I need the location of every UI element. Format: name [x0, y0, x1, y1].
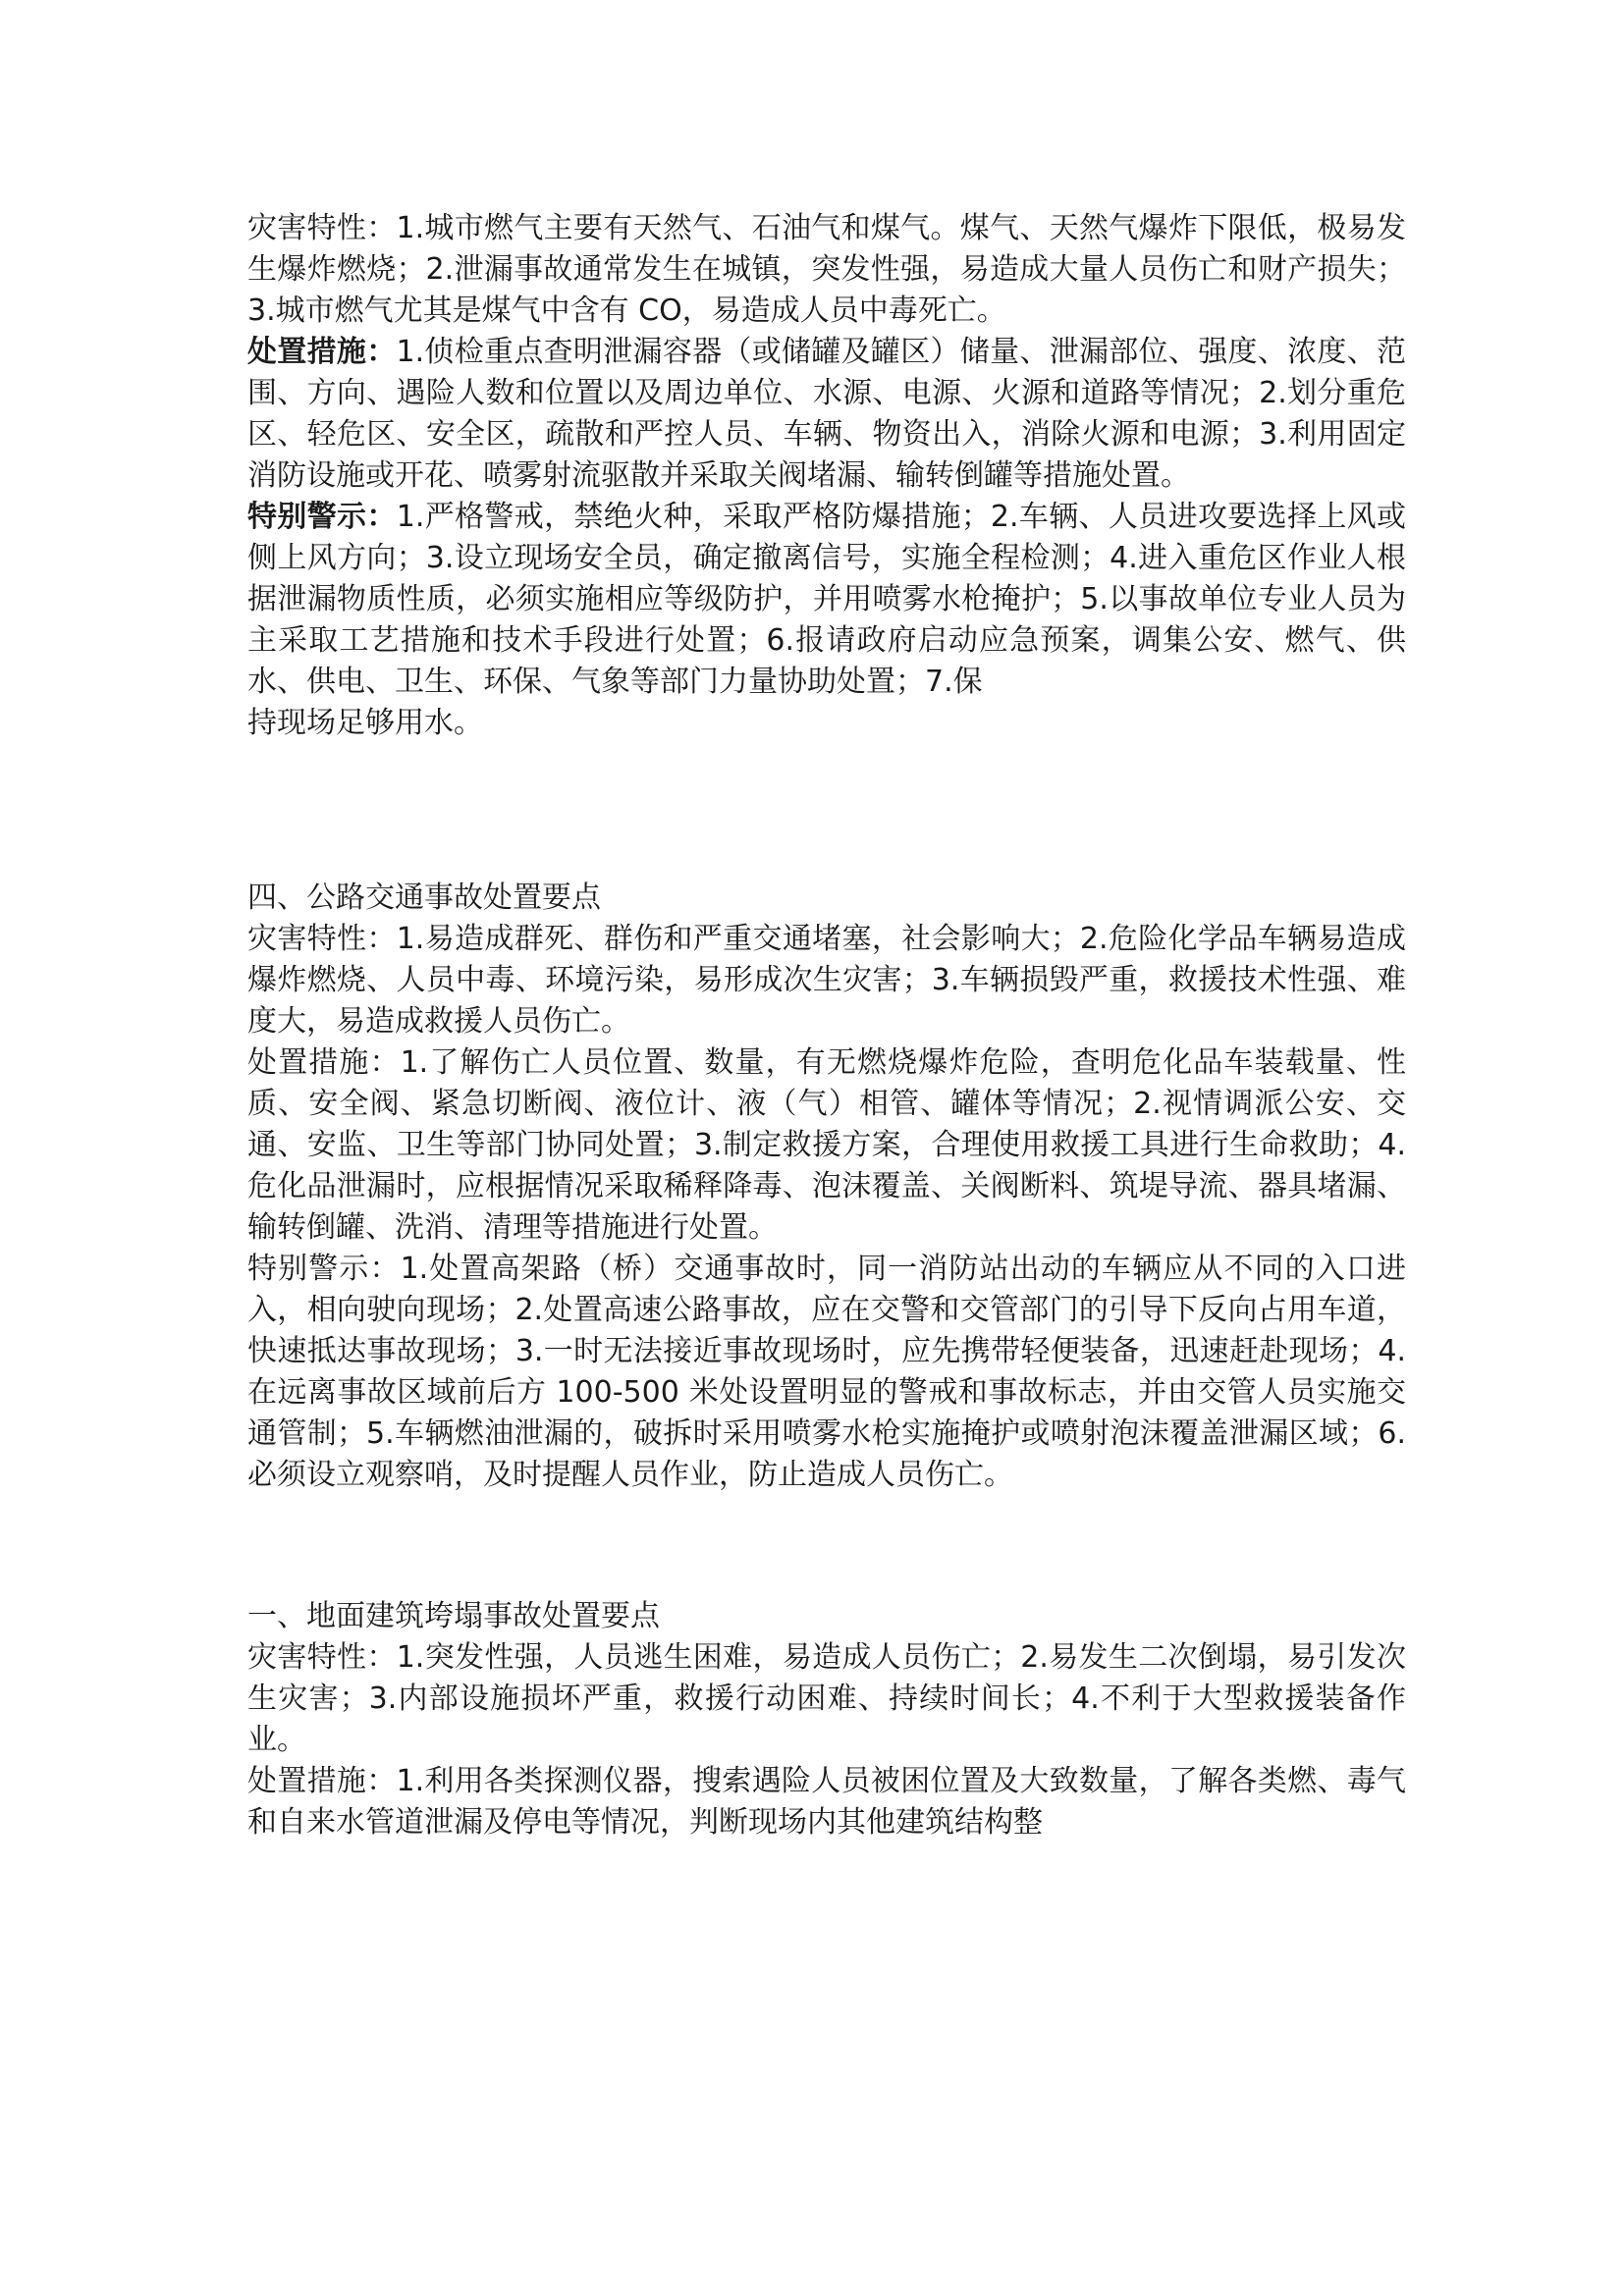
gas-measures-paragraph — [247, 332, 1406, 497]
collapse-section-title: 一、地面建筑垮塌事故处置要点 — [247, 1599, 660, 1633]
gas-measures-label: 处置措施： — [247, 335, 397, 369]
collapse-hazard-paragraph: 灾害特性：1.突发性强，人员逃生困难，易造成人员伤亡；2.易发生二次倒塌，易引发次生灾害；3.内部设施损坏严重，救援行动困难、持续时间长；4.不利于大型救援装备作业。 — [247, 1640, 1406, 1757]
gas-hazard-paragraph: 灾害特性：1.城市燃气主要有天然气、石油气和煤气。煤气、天然气爆炸下限低，极易发生爆炸燃烧；2.泄漏事故通常发生在城镇，突发性强，易造成大量人员伤亡和财产损失；3.城市燃气尤其是煤气中含有 CO，易造成人员中毒死亡。 — [247, 211, 1406, 328]
gas-warning-text: 1.严格警戒，禁绝火种，采取严格防爆措施；2.车辆、人员进攻要选择上风或侧上风方向；3.设立现场安全员，确定撤离信号，实施全程检测；4.进入重危区作业人根据泄漏物质性质，必须实施相应等级防护，并用喷雾水枪掩护；5.以事故单位专业人员为主采取工艺措施和技术手段进行处置；6.报请政府启动应急预案，调集公安、燃气、供水、供电、卫生、环保、气象等部门力量协助处置；7.保 — [247, 500, 1407, 699]
gas-warning-continuation: 持现场足够用水。 — [247, 706, 483, 740]
traffic-section-title: 四、公路交通事故处置要点 — [247, 881, 601, 915]
section-spacer — [247, 1496, 1406, 1596]
section-spacer — [247, 744, 1406, 878]
gas-warning-paragraph — [247, 497, 1406, 703]
traffic-hazard-paragraph: 灾害特性：1.易造成群死、群伤和严重交通堵塞，社会影响大；2.危险化学品车辆易造成爆炸燃烧、人员中毒、环境污染，易形成次生灾害；3.车辆损毁严重，救援技术性强、难度大，易造成救援人员伤亡。 — [247, 922, 1406, 1039]
document-page — [247, 208, 1406, 1843]
gas-warning-label: 特别警示： — [247, 500, 397, 534]
collapse-measures-paragraph: 处置措施：1.利用各类探测仪器，搜索遇险人员被困位置及大致数量，了解各类燃、毒气和自来水管道泄漏及停电等情况，判断现场内其他建筑结构整 — [247, 1764, 1406, 1840]
traffic-measures-paragraph: 处置措施：1.了解伤亡人员位置、数量，有无燃烧爆炸危险，查明危化品车装载量、性质、安全阀、紧急切断阀、液位计、液（气）相管、罐体等情况；2.视情调派公安、交通、安监、卫生等部门协同处置；3.制定救援方案，合理使用救援工具进行生命救助；4.危化品泄漏时，应根据情况采取稀释降毒、泡沫覆盖、关阀断料、筑堤导流、器具堵漏、输转倒罐、洗消、清理等措施进行处置。 — [247, 1045, 1406, 1245]
gas-measures-text: 1.侦检重点查明泄漏容器（或储罐及罐区）储量、泄漏部位、强度、浓度、范围、方向、遇险人数和位置以及周边单位、水源、电源、火源和道路等情况；2.划分重危区、轻危区、安全区，疏散和严控人员、车辆、物资出入，消除火源和电源；3.利用固定消防设施或开花、喷雾射流驱散并采取关阀堵漏、输转倒罐等措施处置。 — [247, 335, 1407, 493]
traffic-warning-paragraph: 特别警示：1.处置高架路（桥）交通事故时，同一消防站出动的车辆应从不同的入口进入，相向驶向现场；2.处置高速公路事故，应在交警和交管部门的引导下反向占用车道，快速抵达事故现场；3.一时无法接近事故现场时，应先携带轻便装备，迅速赶赴现场；4.在远离事故区域前后方 100-500 米处设置明显的警戒和事故标志，并由交管人员实施交通管制；5.车辆燃油泄漏的，破拆时采用喷雾水枪实施掩护或喷射泡沫覆盖泄漏区域；6.必须设立观察哨，及时提醒人员作业，防止造成人员伤亡。 — [247, 1252, 1406, 1492]
